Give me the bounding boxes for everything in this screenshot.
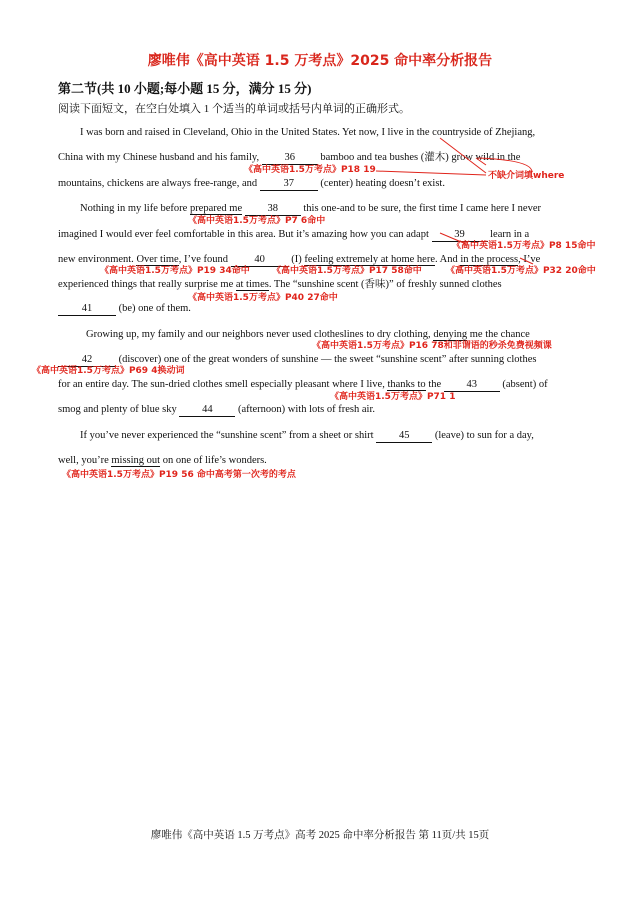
underlined-phrase: feeling extremely at home here: [304, 254, 435, 265]
annotation-note: 《高中英语1.5万考点》P7 6命中: [188, 216, 326, 226]
passage-line-7: experienced things that really surprise me at times. The “sunshine scent (香味)” of freshly sunned clothes: [58, 279, 502, 290]
instruction: 阅读下面短文，在空白处填入 1 个适当的单词或括号内单词的正确形式。: [58, 103, 410, 115]
annotation-note: 不缺介词填where: [488, 171, 565, 181]
underlined-phrase: missing out: [111, 455, 161, 466]
section-heading: 第二节(共 10 小题;每小题 15 分，满分 15 分): [58, 81, 312, 96]
annotation-note: 《高中英语1.5万考点》P19 56 命中高考第一次考的考点: [62, 470, 296, 480]
blank-42[interactable]: 42: [58, 354, 116, 367]
arrow-line: [376, 171, 486, 175]
passage-line-13: If you’ve never experienced the “sunshine scent” from a sheet or shirt 45 (leave) to sun for a day,: [80, 430, 534, 441]
underlined-phrase: prepared me: [189, 203, 243, 214]
passage-line-1: I was born and raised in Cleveland, Ohio in the United States. Yet now, I live in the countryside of Zhejiang,: [80, 127, 536, 138]
blank-37[interactable]: 37: [260, 178, 318, 191]
underlined-phrase: denying: [433, 329, 468, 340]
page-footer: 廖唯伟《高中英语 1.5 万考点》高考 2025 命中率分析报告 第 11页/共 15页: [150, 830, 490, 841]
blank-41[interactable]: 41: [58, 303, 116, 316]
blank-43[interactable]: 43: [444, 379, 500, 392]
annotation-note: 《高中英语1.5万考点》P8 15命中: [452, 241, 596, 251]
annotation-note: 《高中英语1.5万考点》P16 78和非谓语的秒杀免费视频课: [312, 341, 552, 351]
blank-36[interactable]: 36: [262, 152, 318, 165]
passage-line-8: 41 (be) one of them.: [58, 302, 191, 316]
passage-line-3: mountains, chickens are always free-range, and 37 (center) heating doesn’t exist.: [58, 178, 445, 189]
passage-line-11: for an entire day. The sun-dried clothes smell especially pleasant where I live, thanks to the 43 (absent) of: [58, 379, 548, 390]
blank-45[interactable]: 45: [376, 430, 432, 443]
underlined-phrase: in the process: [460, 254, 519, 265]
annotation-note: 《高中英语1.5万考点》P40 27命中: [188, 293, 338, 303]
passage-line-12: smog and plenty of blue sky 44 (afternoon) with lots of fresh air.: [58, 404, 375, 415]
annotation-note: 《高中英语1.5万考点》P18 19: [244, 165, 376, 175]
passage-line-4: Nothing in my life before prepared me 38 this one-and to be sure, the first time I came here I never: [80, 203, 541, 214]
page-title: 廖唯伟《高中英语 1.5 万考点》2025 命中率分析报告: [147, 53, 493, 69]
annotation-note: 《高中英语1.5万考点》P17 58命中: [272, 266, 422, 276]
annotation-note: 《高中英语1.5万考点》P69 4换动词: [32, 366, 185, 376]
underlined-phrase: thanks to: [387, 379, 426, 390]
blank-44[interactable]: 44: [179, 404, 235, 417]
annotation-note: 《高中英语1.5万考点》P19 34命中: [100, 266, 250, 276]
blank-39[interactable]: 39: [432, 229, 488, 242]
underlined-phrase: at times: [235, 279, 269, 290]
blank-38[interactable]: 38: [245, 203, 301, 216]
annotation-note: 《高中英语1.5万考点》P32 20命中: [446, 266, 596, 276]
underlined-phrase: Over time: [136, 254, 179, 265]
passage-line-6: new environment. Over time, I’ve found 40 (I) feeling extremely at home here. And in the process, I’ve: [58, 254, 541, 265]
annotation-note: 《高中英语1.5万考点》P71 1: [330, 392, 456, 402]
passage-line-2: China with my Chinese husband and his family, 36 bamboo and tea bushes (灌木) grow wild in the: [58, 152, 521, 163]
passage-line-5: imagined I would ever feel comfortable in this area. But it’s amazing how you can adapt 39 learn in a: [58, 229, 530, 240]
blank-40[interactable]: 40: [231, 254, 289, 267]
passage-line-10: 42 (discover) one of the great wonders of sunshine — the sweet “sunshine scent” after sunning clothes: [58, 353, 536, 367]
passage-line-9: Growing up, my family and our neighbors never used clotheslines to dry clothing, denying me the chance: [86, 329, 530, 340]
passage-line-14: well, you’re missing out on one of life’s wonders.: [58, 455, 267, 466]
